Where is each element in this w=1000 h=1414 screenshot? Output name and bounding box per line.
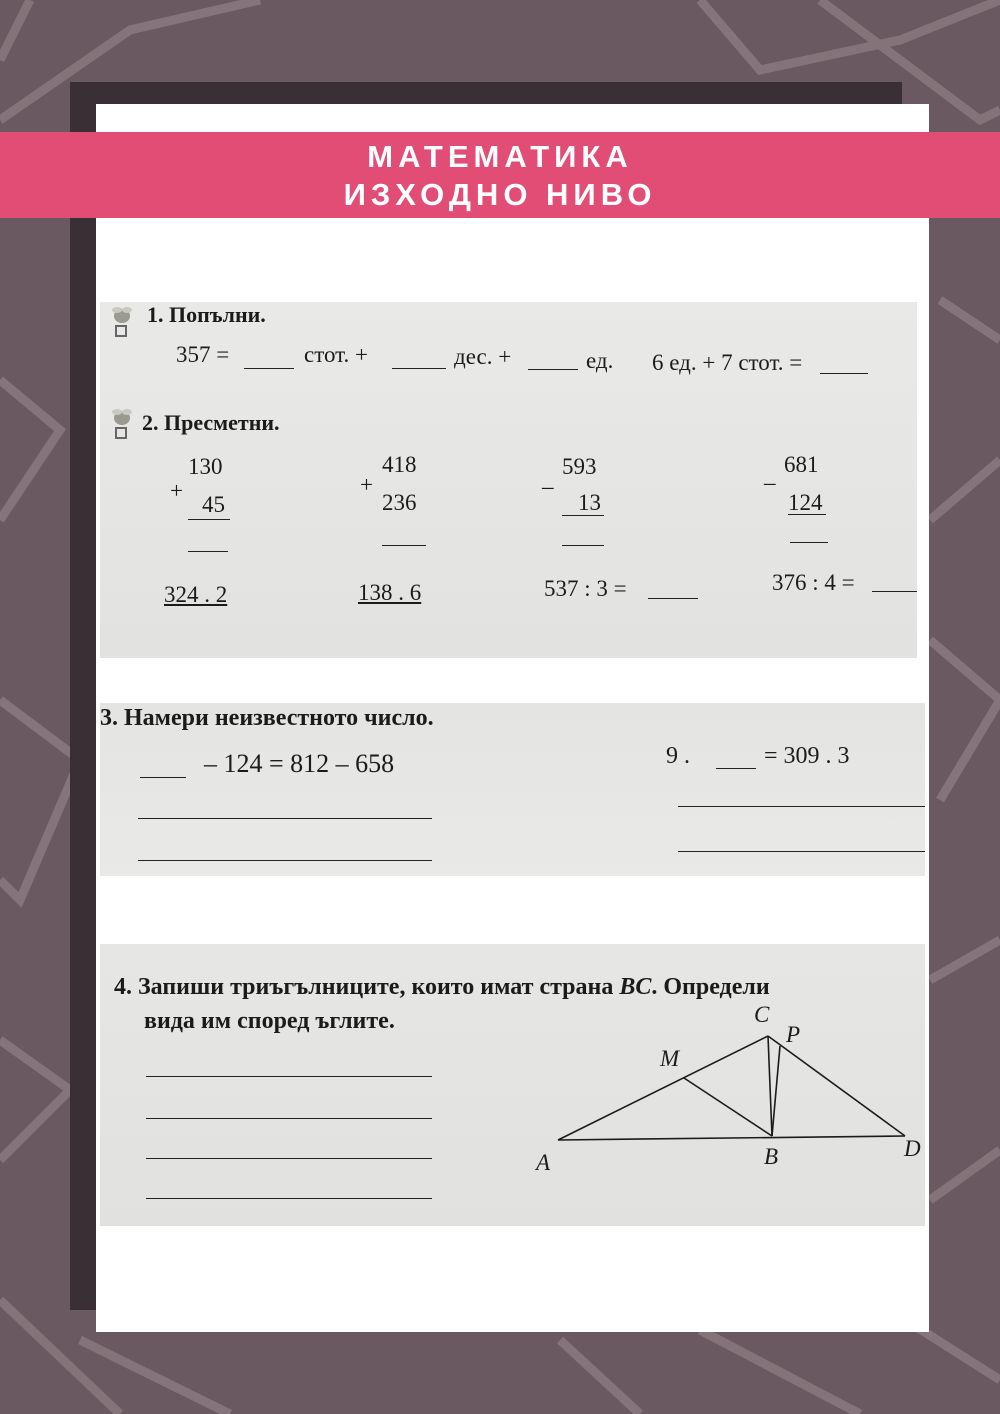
task4-heading-line2: вида им според ъглите. — [144, 1008, 395, 1034]
task1-unit-ones: ед. — [586, 348, 614, 373]
answer-line[interactable] — [678, 806, 925, 807]
task1-unit-hundreds: стот. + — [304, 342, 368, 367]
task4-heading-start: 4. Запиши триъгълниците, които имат страна — [114, 974, 620, 1000]
point-label-P: P — [786, 1022, 801, 1047]
point-label-C: C — [754, 1002, 770, 1027]
col3-op: _ — [542, 466, 554, 491]
mult-expr-1: 324 . 2 — [164, 582, 228, 607]
answer-line[interactable] — [146, 1118, 432, 1119]
col1-op: + — [170, 478, 183, 503]
col1-rule — [188, 519, 230, 520]
answer-blank[interactable] — [716, 768, 756, 769]
title-banner — [0, 132, 1000, 218]
col2-top: 418 — [382, 452, 417, 477]
answer-line[interactable] — [678, 851, 925, 852]
col4-bottom: 124 — [788, 490, 823, 515]
answer-blank[interactable] — [820, 373, 868, 374]
task1-unit-tens: дес. + — [454, 344, 512, 369]
col3-top: 593 — [562, 454, 597, 479]
task3-eq2-right: = 309 . 3 — [764, 743, 850, 769]
div-expr-2: 376 : 4 = — [772, 570, 855, 595]
task4-side-bc: BC — [619, 974, 652, 1000]
task3-eq2-left: 9 . — [666, 743, 690, 769]
point-label-M: M — [660, 1046, 680, 1071]
point-label-B: B — [764, 1144, 779, 1169]
col2-op: + — [360, 472, 373, 497]
task3-eq1: – 124 = 812 – 658 — [204, 749, 395, 778]
answer-blank[interactable] — [392, 368, 446, 369]
task2-heading: 2. Пресметни. — [142, 410, 280, 435]
answer-blank[interactable] — [872, 591, 917, 592]
point-label-A: A — [536, 1150, 551, 1175]
bee-icon — [108, 304, 136, 338]
answer-line[interactable] — [146, 1076, 432, 1077]
col2-bottom: 236 — [382, 490, 417, 515]
task-photo-3 — [100, 703, 925, 876]
col3-rule — [562, 515, 604, 516]
task1-heading: 1. Попълни. — [147, 302, 266, 327]
col4-top: 681 — [784, 452, 819, 477]
task1-b: 6 ед. + 7 стот. = — [652, 350, 803, 375]
segment-CD — [768, 1036, 905, 1136]
banner-subtitle: ИЗХОДНО НИВО — [343, 177, 657, 212]
col4-op: _ — [764, 462, 776, 487]
answer-blank[interactable] — [188, 551, 228, 552]
answer-blank[interactable] — [562, 545, 604, 546]
col1-bottom: 45 — [202, 492, 225, 517]
banner-title: МАТЕМАТИКА — [367, 139, 633, 174]
col4-rule — [788, 514, 826, 515]
point-label-D: D — [904, 1136, 921, 1161]
answer-line[interactable] — [146, 1158, 432, 1159]
segment-CB — [768, 1036, 772, 1136]
triangle-diagram — [540, 1000, 925, 1150]
answer-blank[interactable] — [140, 777, 186, 778]
segment-AD — [558, 1136, 905, 1140]
bee-icon — [108, 406, 136, 440]
col3-bottom: 13 — [578, 490, 601, 515]
task1-lhs: 357 = — [176, 342, 230, 367]
segment-MB — [684, 1078, 772, 1136]
task4-heading-end: . Определи — [651, 974, 770, 1000]
answer-blank[interactable] — [528, 369, 578, 370]
segment-PB — [772, 1046, 780, 1136]
task-photo-4 — [100, 944, 925, 1226]
answer-line[interactable] — [138, 860, 432, 861]
div-expr-1: 537 : 3 = — [544, 576, 627, 601]
mult-expr-2: 138 . 6 — [358, 580, 422, 605]
answer-blank[interactable] — [648, 598, 698, 599]
task4-heading-line1 — [114, 974, 770, 1001]
task-photo-1-2 — [100, 302, 917, 658]
answer-blank[interactable] — [244, 368, 294, 369]
task3-heading: 3. Намери неизвестното число. — [100, 705, 434, 731]
answer-line[interactable] — [138, 818, 432, 819]
answer-blank[interactable] — [382, 545, 426, 546]
col1-top: 130 — [188, 454, 223, 479]
answer-line[interactable] — [146, 1198, 432, 1199]
answer-blank[interactable] — [790, 542, 828, 543]
